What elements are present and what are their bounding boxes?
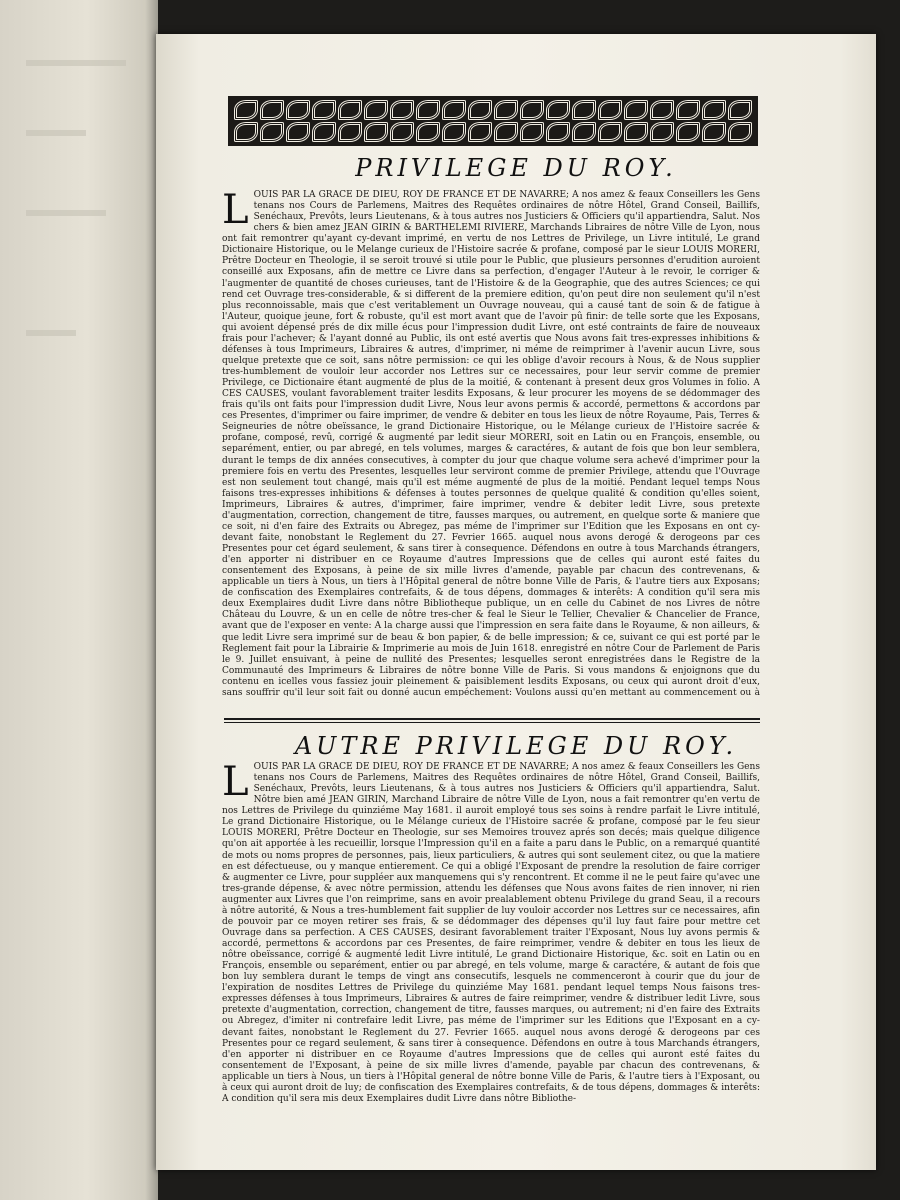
section-divider	[224, 718, 760, 720]
privilege-title: PRIVILEGE DU ROY.	[355, 154, 677, 182]
privilege-paragraph: OUIS PAR LA GRACE DE DIEU, ROY DE FRANCE ET DE NAVARRE; A nos amez & feaux Conseillers les Gens tenans nos Cours de Parlemens, Maitres des Requêtes ordinaires de nôtre Hôtel, Grand Conseil, Baillifs, Senéchaux, Prevôts, leurs Lieutenans, & à tous autres nos Justiciers & Officiers qu'il appartiendra, Salut. Nos chers & bien amez JEAN GIRIN & BARTHELEMI RIVIERE, Marchands Libraires de nôtre Ville de Lyon, nous ont fait remontrer qu'ayant cy-devant imprimé, en vertu de nos Lettres de Privilege, un Livre intitulé, Le grand Dictionaire Historique, ou le Melange curieux de l'Histoire sacrée & profane, composé par le sieur LOUIS MORERI, Prêtre Docteur en Theologie, il se seroit trouvé si utile pour le Public, que plusieurs personnes d'erudition auroient conseillé aux Exposans, afin de mettre ce Livre dans sa perfection, d'engager l'Auteur à le revoir, le corriger & l'augmenter de quantité de choses curieuses, tant de l'Histoire & de la Geographie, que des autres Sciences; ce qui rend cet Ouvrage tres-considerable, & si different de la premiere edition, qu'on peut dire non seulement qu'il n'est plus reconnoissable, mais que c'est veritablement un Ouvrage nouveau, qui a causé tant de soin & de fatigue à l'Auteur, quoique jeune, fort & robuste, qu'il est mort avant que de l'avoir pû finir: de telle sorte que les Exposans, qui avoient dépensé prés de dix mille écus pour l'impression dudit Livre, ont esté contraints de faire de nouveaux frais pour l'achever; & l'ayant donné au Public, ils ont esté avertis que Nous avons fait tres-expresses inhibitions & défenses à tous Imprimeurs, Libraires & autres, d'imprimer, ni méme de reimprimer à l'avenir aucun Livre, sous quelque pretexte que ce soit, sans nôtre permission: ce qui les oblige d'avoir recours à Nous, & de Nous supplier tres-humblement de vouloir leur accorder nos Lettres sur ce necessaires, pour leur servir comme de premier Privilege, ce Dictionaire étant augmenté de plus de la moitié, & contenant à present deux gros Volumes in folio. A CES CAUSES, voulant favorablement traiter lesdits Exposans, & leur procurer les moyens de se dédommager des frais qu'ils ont faits pour l'impression dudit Livre, Nous leur avons permis & accordé, permettons & accordons par ces Presentes, d'imprimer ou faire imprimer, de vendre & debiter en tous les lieux de nôtre Royaume, Pais, Terres & Seigneuries de nôtre obeïssance, le grand Dictionaire Historique, ou le Mélange curieux de l'Histoire sacrée & profane, composé, revû, corrigé & augmenté par ledit sieur MORERI, soit en Latin ou en François, ensemble, ou separément, entier, ou par abregé, en tels volumes, marges & caractéres, & autant de fois que bon leur semblera, durant le temps de dix années consecutives, à compter du jour que chaque volume sera achevé d'imprimer pour la premiere fois en vertu des Presentes, lesquelles leur serviront comme de premier Privilege, attendu que l'Ouvrage est non seulement tout changé, mais qu'il est méme augmenté de plus de la moitié. Pendant lequel temps Nous faisons tres-expresses inhibitions & défenses à toutes personnes de quelque qualité & condition qu'elles soient, Imprimeurs, Libraires & autres, d'imprimer, faire imprimer, vendre & debiter ledit Livre, sous pretexte d'augmentation, correction, changement de titre, fausses marques, ou autrement, en quelque sorte & maniere que ce soit, ni d'en faire des Extraits ou Abregez, pas méme de l'imprimer sur l'Edition que les Exposans en ont cy-devant faite, nonobstant le Reglement du 27. Fevrier 1665. auquel nous avons derogé & derogeons par ces Presentes pour cet égard seulement, & sans tirer à consequence. Défendons en outre à tous Marchands étrangers, d'en apporter ni distribuer en ce Royaume d'autres Impressions que de celles qui auront esté faites du consentement des Exposans, à peine de six mille livres d'amende, payable par chacun des contrevenans, & applicable un tiers à Nous, un tiers à l'Hôpital general de nôtre bonne Ville de Paris, & l'autre tiers aux Exposans; de confiscation des Exemplaires contrefaits, & de tous dépens, dommages & interêts: A condition qu'il sera mis deux Exemplaires dudit Livre dans nôtre Bibliotheque publique, un en celle du Cabinet de nos Livres de nôtre Château du Louvre, & un en celle de nôtre tres-cher & feal le Sieur le Tellier, Chevalier & Chancelier de France, avant que de l'exposer en vente: A la charge aussi que l'impression en sera faite dans le Royaume, & non ailleurs, & que ledit Livre sera imprimé sur de beau & bon papier, & de belle impression; & ce, suivant ce qui est porté par le Reglement fait pour la Librairie & Imprimerie au mois de Juin 1618. enregistré en nôtre Cour de Parlement de Paris le 9. Juillet ensuivant, à peine de nullité des Presentes; lesquelles seront enregistrées dans le Registre de la Communauté des Imprimeurs & Libraires de nôtre bonne Ville de Paris. Si vous mandons & enjoignons que du contenu en icelles vous fassiez jouir pleinement & paisiblement lesdits Exposans, ou ceux qui auront droit d'eux, sans souffrir qu'il leur soit fait ou donné aucun empéchement: Voulons aussi qu'en mettant au commencement ou à	[222, 190, 760, 696]
second-privilege-paragraph: OUIS PAR LA GRACE DE DIEU, ROY DE FRANCE ET DE NAVARRE; A nos amez & feaux Conseillers les Gens tenans nos Cours de Parlemens, Maitres des Requêtes ordinaires de nôtre Hôtel, Grand Conseil, Baillifs, Senéchaux, Prevôts, leurs Lieutenans, & à tous autres nos Justiciers & Officiers qu'il appartiendra, Salut. Nôtre bien amé JEAN GIRIN, Marchand Libraire de nôtre Ville de Lyon, nous a fait remontrer qu'en vertu de nos Lettres de Privilege du quinziéme May 1681. il auroit employé tous ses soins à rendre parfait le Livre intitulé, Le grand Dictionaire Historique, ou le Mélange curieux de l'Histoire sacrée & profane, composé par le feu sieur LOUIS MORERI, Prêtre Docteur en Theologie, sur ses Memoires trouvez aprés son decés; mais quelque diligence qu'on ait apportée à les recueillir, lorsque l'Impression qu'il en a faite a paru dans le Public, on a remarqué quantité de mots ou noms propres de personnes, pais, lieux particuliers, & autres qui sont seulement citez, ou que la matiere en est défectueuse, ou y manque entierement. Ce qui a obligé l'Exposant de prendre la resolution de faire corriger & augmenter ce Livre, pour suppléer aux manquemens qui s'y rencontrent. Et comme il ne le peut faire qu'avec une tres-grande dépense, & avec nôtre permission, attendu les défenses que Nous avons faites de rien innover, ni rien augmenter aux Livres que l'on reimprime, sans en avoir prealablement obtenu Privilege du grand Seau, il a recours à nôtre autorité, & Nous a tres-humblement fait supplier de luy vouloir accorder nos Lettres sur ce necessaires, afin de pouvoir par ce moyen retirer ses frais, & se dédommager des dépenses qu'il luy faut faire pour mettre cet Ouvrage dans sa perfection. A CES CAUSES, desirant favorablement traiter l'Exposant, Nous luy avons permis & accordé, permettons & accordons par ces Presentes, de faire reimprimer, vendre & debiter en tous les lieux de nôtre obeïssance, corrigé & augmenté ledit Livre intitulé, Le grand Dictionaire Historique, &c. soit en Latin ou en François, ensemble ou separément, entier ou par abregé, en tels volume, marge & caractére, & autant de fois que bon luy semblera durant le temps de vingt ans consecutifs, lesquels ne commenceront à courir que du jour de l'expiration de nosdites Lettres de Privilege du quinziéme May 1681. pendant lequel temps Nous faisons tres-expresses défenses à tous Imprimeurs, Libraires & autres de faire reimprimer, vendre & distribuer ledit Livre, sous pretexte d'augmentation, correction, changement de titre, fausses marques, ou autrement; ni d'en faire des Extraits ou Abregez, d'imiter ni contrefaire ledit Livre, pas méme de l'imprimer sur les Editions que l'Exposant en a cy-devant faites, nonobstant le Reglement du 27. Fevrier 1665. auquel nous avons derogé & derogeons par ces Presentes pour ce regard seulement, & sans tirer à consequence. Défendons en outre à tous Marchands étrangers, d'en apporter ni distribuer en ce Royaume d'autres Impressions que de celles qui auront esté faites du consentement de l'Exposant, à peine de six mille livres d'amende, payable par chacun des contrevenans, & applicable un tiers à Nous, un tiers à l'Hôpital general de nôtre bonne Ville de Paris, & l'autre tiers à l'Exposant, ou à ceux qui auront droit de luy; de confiscation des Exemplaires contrefaits, & de tous dépens, dommages & interêts: A condition qu'il sera mis deux Exemplaires dudit Livre dans nôtre Bibliothe-	[222, 762, 760, 1104]
second-privilege-text	[222, 762, 760, 1158]
drop-cap: L	[222, 762, 249, 805]
second-privilege-title: AUTRE PRIVILEGE DU ROY.	[294, 732, 738, 760]
ornamental-headpiece	[228, 96, 758, 146]
privilege-text	[222, 190, 760, 696]
facing-page	[0, 0, 158, 1200]
drop-cap: L	[222, 190, 249, 233]
document-page	[156, 34, 876, 1170]
